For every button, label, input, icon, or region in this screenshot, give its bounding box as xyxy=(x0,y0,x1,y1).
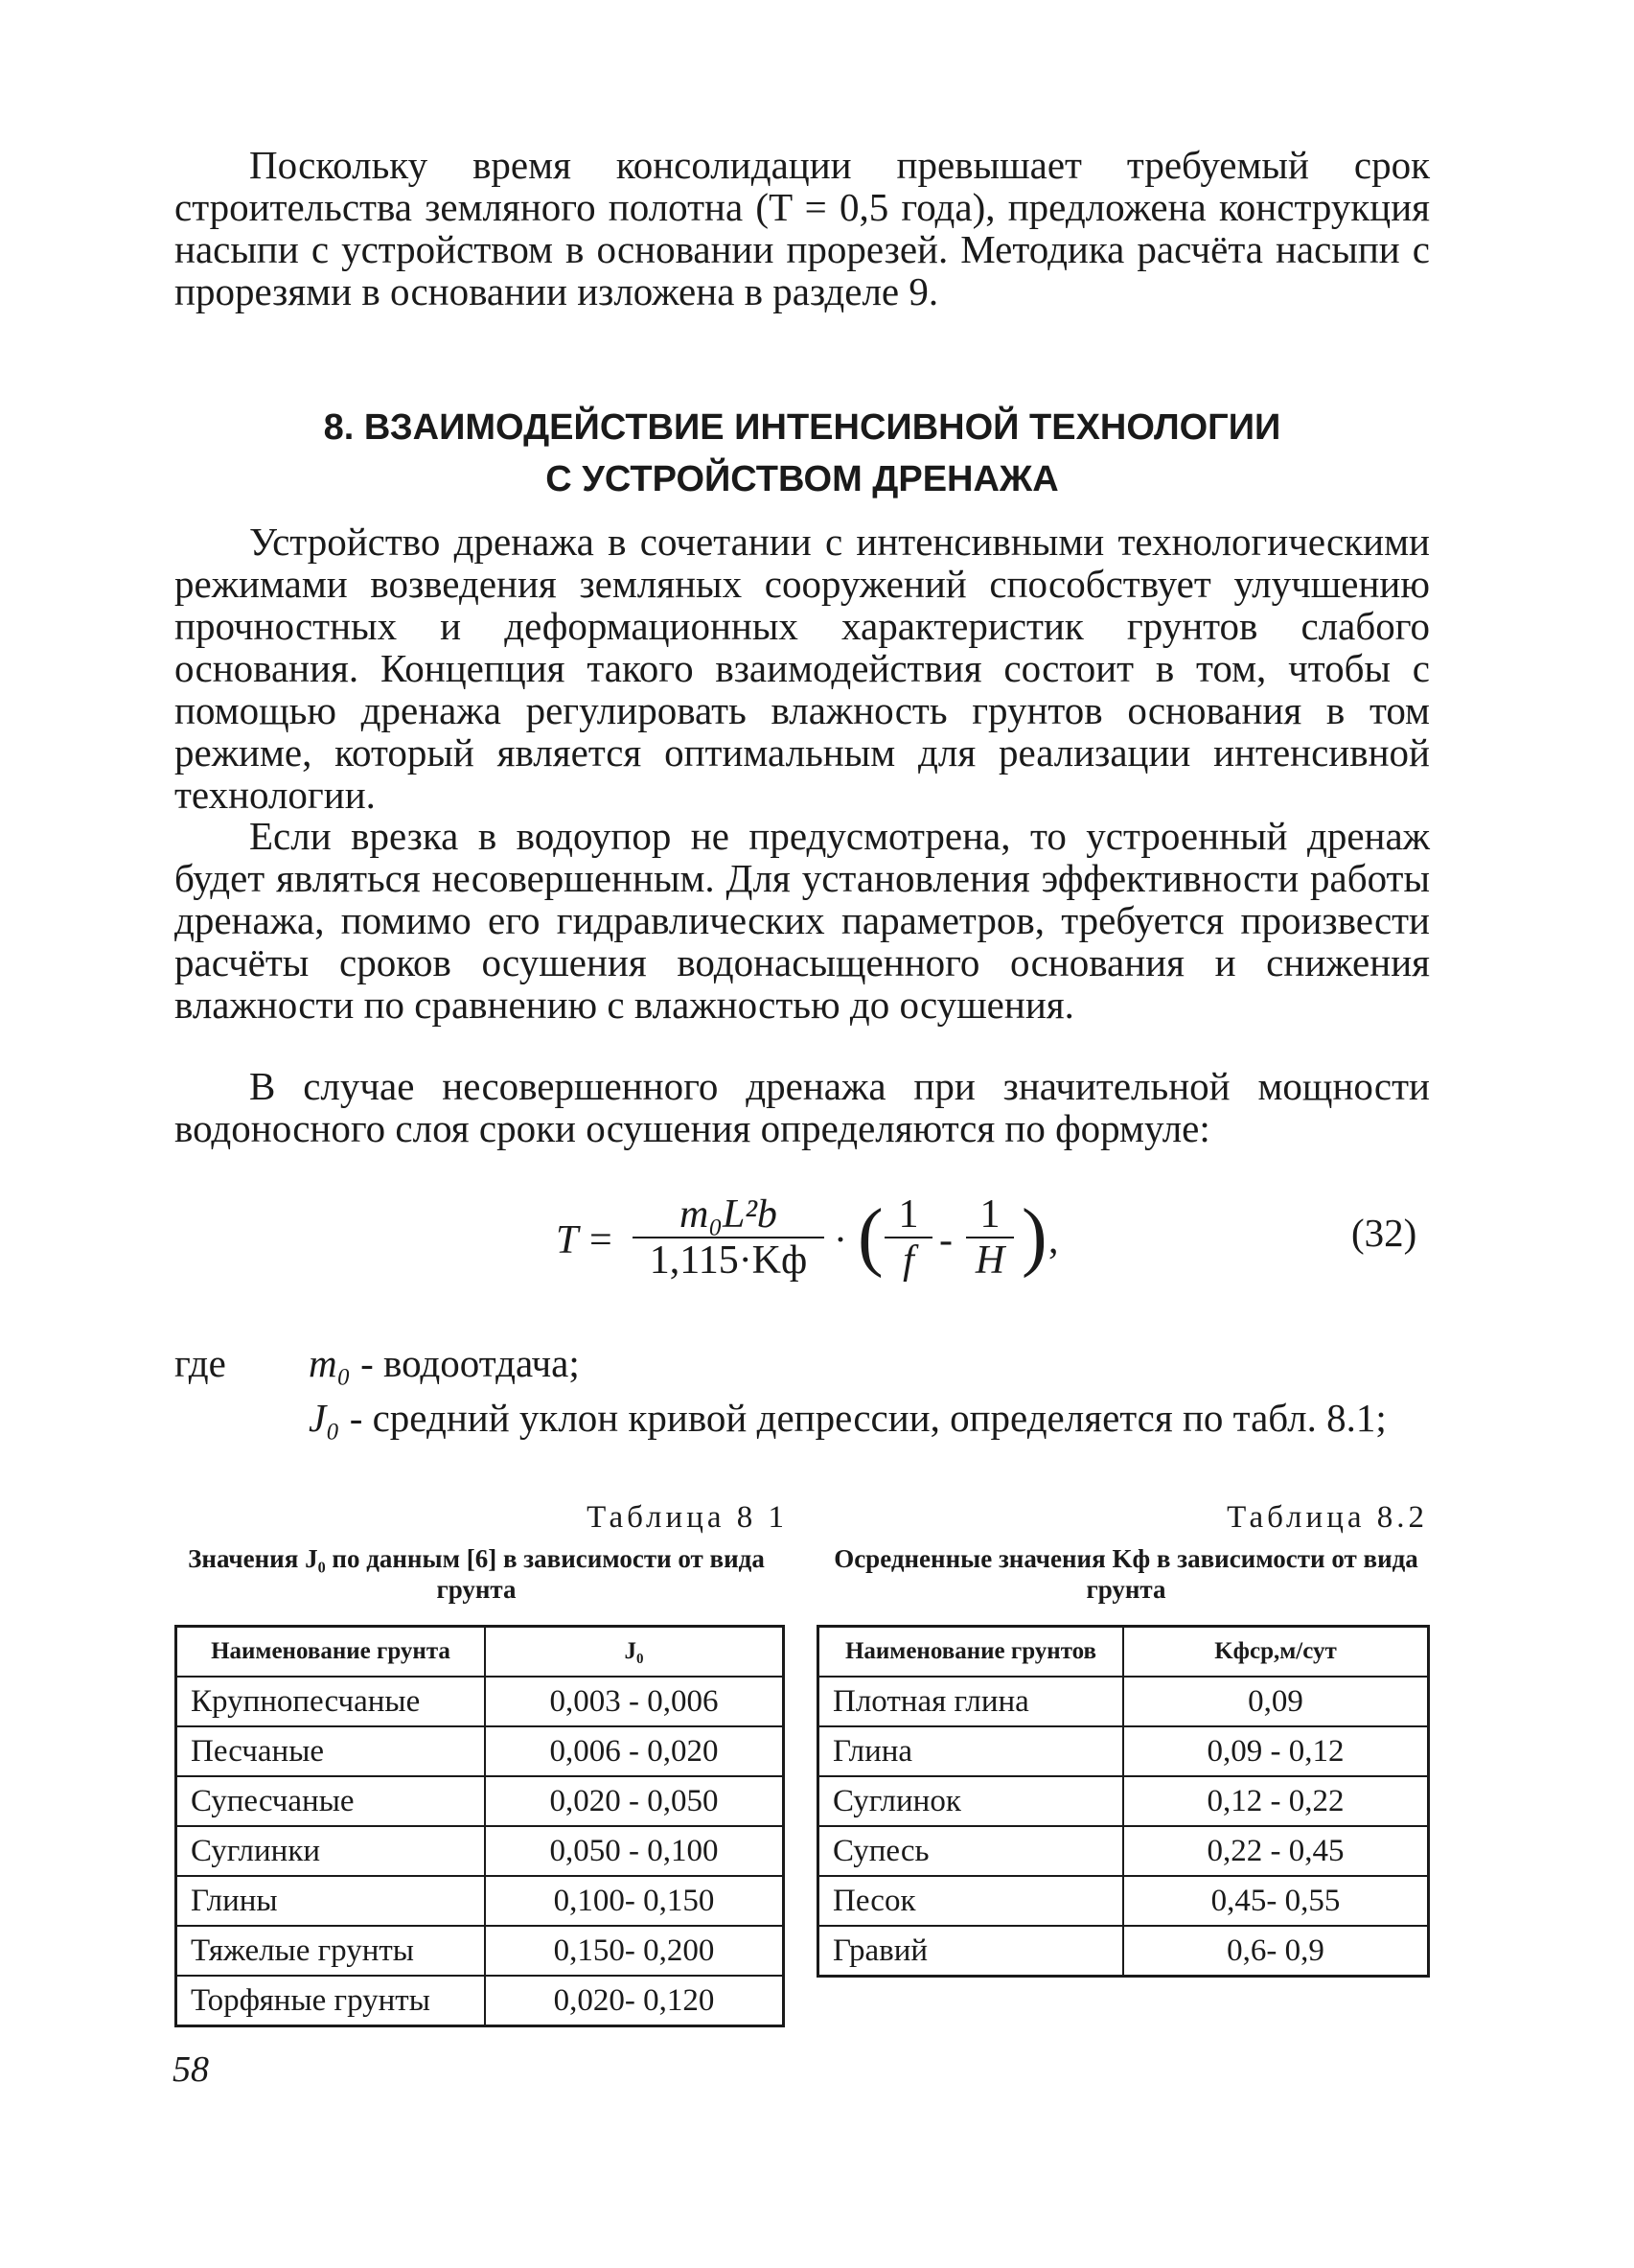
table-row xyxy=(176,1677,784,1726)
formula-fraction-main xyxy=(633,1192,824,1283)
table-row xyxy=(176,1726,784,1776)
formula-32 xyxy=(537,1189,1073,1304)
soil-name-cell: Суглинки xyxy=(176,1826,486,1876)
table-row xyxy=(818,1826,1429,1876)
table-row xyxy=(818,1926,1429,1977)
soil-name-cell: Глины xyxy=(176,1876,486,1926)
value-cell: 0,09 xyxy=(1123,1677,1429,1726)
table-row xyxy=(176,1976,784,2026)
paragraph-imperfect-drain: Если врезка в водоупор не предусмотрена, то устроенный дренаж будет являться несовершенным. Для установления эффективности работы дренажа, помимо его гидравлических параметров, требуется произвести расчёты сроков осушения водонасыщенного основания и снижения влажности по сравнению с влажностью до осушения. xyxy=(174,814,1430,1027)
table2 xyxy=(817,1625,1430,1978)
paragraph-formula-intro: В случае несовершенного дренажа при значительной мощности водоносного слоя сроки осушения определяются по формуле: xyxy=(174,1064,1430,1150)
table-row xyxy=(818,1726,1429,1776)
table-row xyxy=(176,1826,784,1876)
equation-number: (32) xyxy=(1351,1211,1417,1255)
value-cell: 0,100- 0,150 xyxy=(485,1876,784,1926)
value-cell: 0,050 - 0,100 xyxy=(485,1826,784,1876)
formula-num-one-b: 1 xyxy=(966,1192,1014,1238)
table-row xyxy=(818,1876,1429,1926)
soil-name-cell: Крупнопесчаные xyxy=(176,1677,486,1726)
soil-name-cell: Тяжелые грунты xyxy=(176,1926,486,1976)
where-m0-symbol: m₀ xyxy=(309,1341,351,1385)
formula-den-f: f xyxy=(903,1238,914,1283)
soil-name-cell: Супесчаные xyxy=(176,1776,486,1826)
formula-numerator: m₀L²b xyxy=(633,1192,824,1238)
formula-dot: · xyxy=(834,1218,847,1262)
table1-header-row xyxy=(176,1627,784,1678)
formula-num-one-a: 1 xyxy=(885,1192,932,1238)
table-row xyxy=(176,1876,784,1926)
value-cell: 0,22 - 0,45 xyxy=(1123,1826,1429,1876)
formula-equals: = xyxy=(589,1218,612,1262)
table1-header-soil: Наименование грунта xyxy=(176,1627,486,1678)
value-cell: 0,020 - 0,050 xyxy=(485,1776,784,1826)
where-m0-description: - водоотдача; xyxy=(350,1341,580,1385)
page-number: 58 xyxy=(173,2049,209,2090)
table1-title: Значения J₀ по данным [6] в зависимости от вида грунта xyxy=(188,1544,765,1604)
value-cell: 0,12 - 0,22 xyxy=(1123,1776,1429,1826)
section-heading-line2: С УСТРОЙСТВОМ ДРЕНАЖА xyxy=(545,459,1059,499)
formula-denominator: 1,115·Kф xyxy=(649,1238,808,1283)
value-cell: 0,003 - 0,006 xyxy=(485,1677,784,1726)
soil-name-cell: Плотная глина xyxy=(818,1677,1124,1726)
value-cell: 0,09 - 0,12 xyxy=(1123,1726,1429,1776)
formula-lhs: T xyxy=(556,1218,579,1262)
formula-left-paren: ( xyxy=(858,1194,884,1279)
table1-label: Таблица 8 1 xyxy=(587,1500,788,1535)
table2-header-soil: Наименование грунтов xyxy=(818,1627,1124,1678)
where-j0-description: - средний уклон кривой депрессии, определяется по табл. 8.1; xyxy=(339,1396,1387,1440)
table-row xyxy=(176,1926,784,1976)
table-row xyxy=(818,1677,1429,1726)
table2-header-kf: Kфср,м/сут xyxy=(1123,1627,1429,1678)
where-j0-symbol: J₀ xyxy=(309,1396,340,1440)
value-cell: 0,006 - 0,020 xyxy=(485,1726,784,1776)
formula-right-paren: ) xyxy=(1022,1194,1047,1279)
paragraph-drainage: Устройство дренажа в сочетании с интенсивными технологическими режимами возведения земляных сооружений способствует улучшению прочностных и деформационных характеристик грунтов слабого основания. Концепция такого взаимодействия состоит в том, чтобы с помощью дренажа регулировать влажность грунтов основания в том режиме, который является оптимальным для реализации интенсивной технологии. xyxy=(174,520,1430,817)
soil-name-cell: Песок xyxy=(818,1876,1124,1926)
table2-header-row xyxy=(818,1627,1429,1678)
soil-name-cell: Песчаные xyxy=(176,1726,486,1776)
value-cell: 0,45- 0,55 xyxy=(1123,1876,1429,1926)
where-j0 xyxy=(309,1394,1430,1442)
table2-label: Таблица 8.2 xyxy=(1227,1500,1428,1535)
section-heading-line1: 8. ВЗАИМОДЕЙСТВИЕ ИНТЕНСИВНОЙ ТЕХНОЛОГИИ xyxy=(323,407,1281,448)
soil-name-cell: Гравий xyxy=(818,1926,1124,1977)
table2-title: Осредненные значения Kф в зависимости от вида грунта xyxy=(834,1544,1418,1604)
formula-comma: , xyxy=(1048,1218,1059,1262)
formula-fraction-f xyxy=(885,1192,932,1283)
soil-name-cell: Суглинок xyxy=(818,1776,1124,1826)
value-cell: 0,020- 0,120 xyxy=(485,1976,784,2026)
formula-minus: - xyxy=(939,1218,953,1262)
soil-name-cell: Супесь xyxy=(818,1826,1124,1876)
value-cell: 0,150- 0,200 xyxy=(485,1926,784,1976)
table1 xyxy=(174,1625,785,2027)
value-cell: 0,6- 0,9 xyxy=(1123,1926,1429,1977)
soil-name-cell: Глина xyxy=(818,1726,1124,1776)
table-row xyxy=(818,1776,1429,1826)
formula-den-h: H xyxy=(975,1238,1005,1283)
where-m0 xyxy=(309,1342,1430,1384)
table-row xyxy=(176,1776,784,1826)
paragraph-consolidation: Поскольку время консолидации превышает требуемый срок строительства земляного полотна (T = 0,5 года), предложена конструкция насыпи с устройством в основании прорезей. Методика расчёта насыпи с прорезями в основании изложена в разделе 9. xyxy=(174,143,1430,313)
formula-fraction-h xyxy=(966,1192,1014,1283)
soil-name-cell: Торфяные грунты xyxy=(176,1976,486,2026)
where-label: где xyxy=(174,1341,226,1385)
table1-header-j0: J₀ xyxy=(485,1627,784,1678)
